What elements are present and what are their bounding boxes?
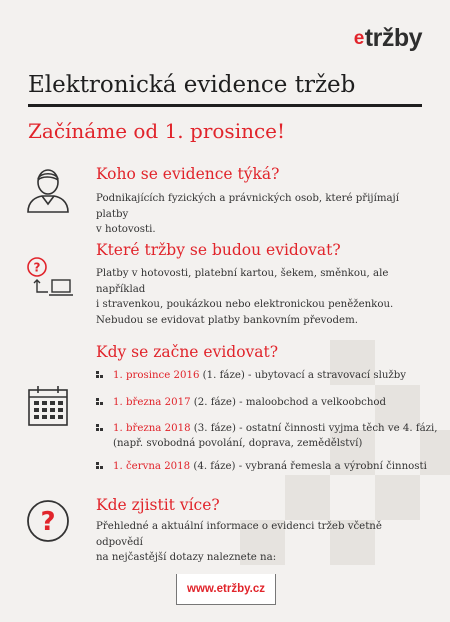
phase-date: 1. března 2017 [113, 397, 191, 408]
section-which-line: Platby v hotovosti, platební kartou, šekem, směnkou, ale například [96, 268, 389, 295]
phase-item [96, 421, 438, 451]
phase-description: (1. fáze) - ubytovací a stravovací služby [199, 370, 407, 381]
phase-item [96, 395, 386, 410]
phase-item [96, 368, 406, 383]
page-title: Elektronická evidence tržeb [28, 72, 356, 98]
title-divider [28, 104, 422, 107]
section-who-text [96, 191, 426, 238]
section-where-line: na nejčastější dotazy naleznete na: [96, 552, 277, 564]
phase-description: (2. fáze) - maloobchod a velkoobchod [190, 397, 387, 408]
section-who-heading: Koho se evidence týká? [96, 165, 280, 183]
svg-text:?: ? [40, 507, 56, 537]
bullet-icon [96, 371, 103, 378]
phase-date: 1. března 2018 [113, 423, 191, 434]
logo-e: e [353, 27, 364, 49]
phase-description: (3. fáze) - ostatní činnosti vyjma těch ve 4. fázi, [190, 423, 438, 434]
website-link[interactable]: www.etržby.cz [176, 574, 276, 605]
calendar-icon [26, 384, 70, 428]
section-which-line: Nebudou se evidovat platby bankovním převodem. [96, 314, 358, 326]
section-where-text [96, 519, 426, 566]
section-who-line: Podnikajících fyzických a právnických osob, které přijímají platby [96, 193, 399, 220]
question-laptop-icon [24, 255, 76, 301]
section-who-line: v hotovosti. [96, 224, 156, 236]
section-which-text [96, 266, 436, 328]
page-subtitle: Začínáme od 1. prosince! [28, 119, 286, 143]
etrzby-logo [354, 24, 422, 53]
section-which-line: i stravenkou, poukázkou nebo elektronickou peněženkou. [96, 299, 394, 311]
svg-text:?: ? [33, 260, 41, 275]
person-icon [22, 163, 74, 215]
bullet-icon [96, 398, 103, 405]
section-where-heading: Kde zjistit více? [96, 496, 220, 514]
logo-text: tržby [364, 24, 422, 52]
question-circle-icon [25, 498, 71, 544]
phase-item [96, 459, 427, 474]
section-where-line: Přehledné a aktuální informace o evidenci tržeb včetně odpovědí [96, 521, 382, 548]
phase-description: (4. fáze) - vybraná řemesla a výrobní činnosti [190, 461, 427, 472]
bullet-icon [96, 462, 103, 469]
section-when-heading: Kdy se začne evidovat? [96, 343, 279, 361]
phase-description-cont: (např. svobodná povolání, doprava, zemědělství) [113, 438, 363, 449]
bullet-icon [96, 424, 103, 431]
section-which-heading: Které tržby se budou evidovat? [96, 241, 341, 259]
phase-date: 1. června 2018 [113, 461, 191, 472]
phase-date: 1. prosince 2016 [113, 370, 200, 381]
